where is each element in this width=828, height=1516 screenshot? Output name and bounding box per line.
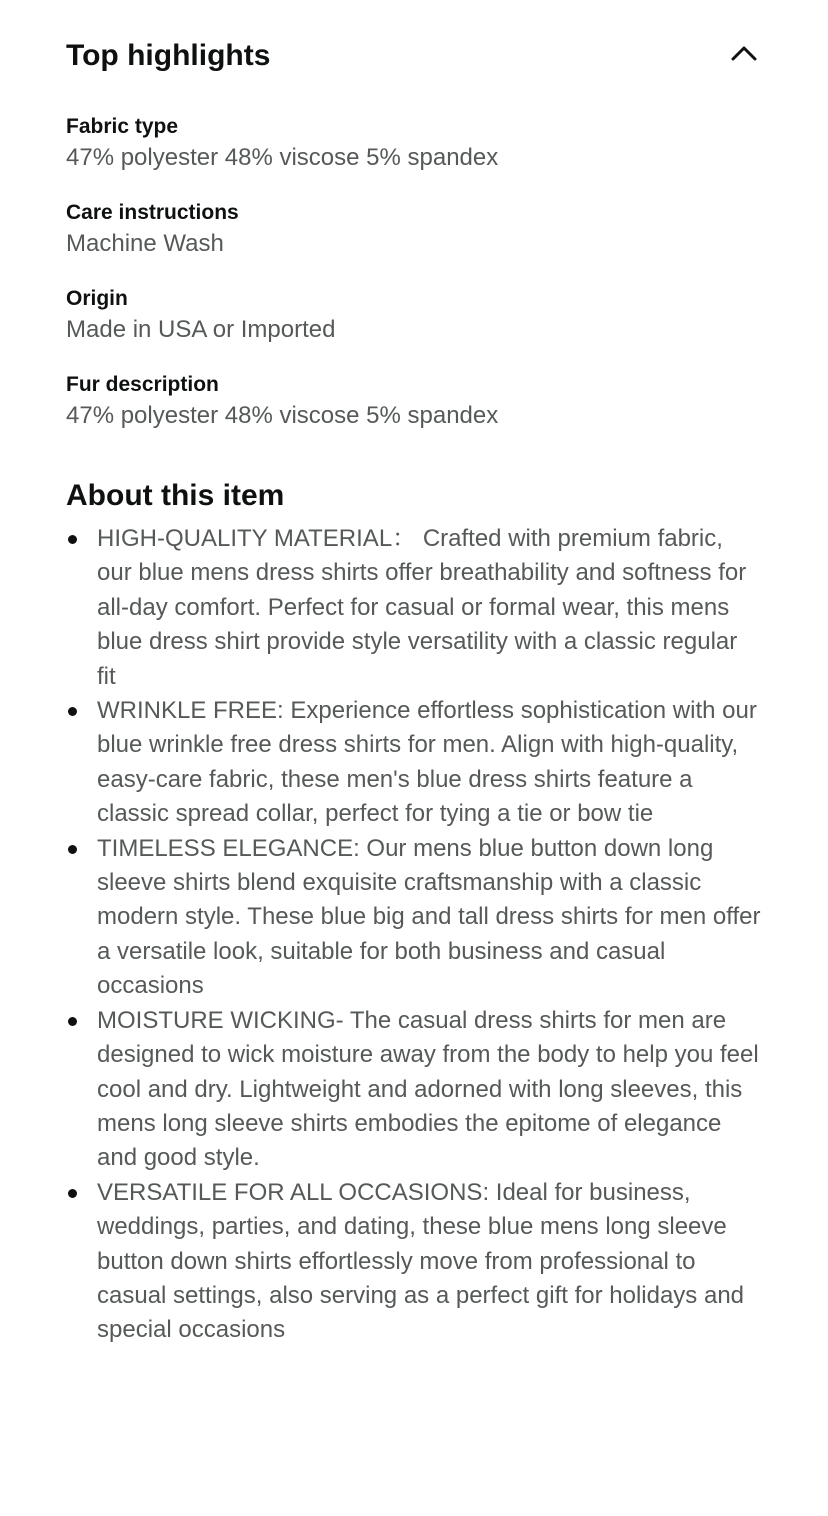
top-highlights-title: Top highlights	[66, 39, 271, 72]
attribute-origin	[66, 284, 762, 346]
bullet-dot-icon	[68, 845, 77, 854]
attribute-value: Made in USA or Imported	[66, 316, 336, 343]
bullet-dot-icon	[68, 1189, 77, 1198]
about-bullet-list	[66, 522, 762, 1348]
attribute-label: Fabric type	[66, 115, 179, 138]
list-item	[66, 1004, 762, 1176]
bullet-text: TIMELESS ELEGANCE: Our mens blue button down long sleeve shirts blend exquisite craftsmanship with a classic modern style. These blue big and tall dress shirts for men offer a versatile look, suitable for both business and casual occasions	[97, 834, 761, 1000]
attribute-value: 47% polyester 48% viscose 5% spandex	[66, 144, 499, 171]
list-item	[66, 694, 762, 832]
about-this-item-title: About this item	[66, 479, 285, 512]
attribute-label: Care instructions	[66, 201, 239, 224]
attribute-fabric-type	[66, 112, 762, 174]
attribute-value: 47% polyester 48% viscose 5% spandex	[66, 402, 499, 429]
bullet-text: VERSATILE FOR ALL OCCASIONS: Ideal for business, weddings, parties, and dating, these blue mens long sleeve button down shirts effortlessly move from professional to casual settings, also serving as a perfect gift for holidays and special occasions	[97, 1178, 745, 1344]
list-item	[66, 522, 762, 694]
attribute-label: Fur description	[66, 373, 219, 396]
bullet-text: MOISTURE WICKING- The casual dress shirts for men are designed to wick moisture away from the body to help you feel cool and dry. Lightweight and adorned with long sleeves, this mens long sleeve shirts embodies the epitome of elegance and good style.	[97, 1006, 759, 1172]
bullet-dot-icon	[68, 707, 77, 716]
bullet-dot-icon	[68, 1017, 77, 1026]
bullet-dot-icon	[68, 535, 77, 544]
list-item	[66, 1176, 762, 1348]
highlights-attribute-list	[66, 112, 762, 432]
bullet-text: HIGH-QUALITY MATERIAL： Crafted with premium fabric, our blue mens dress shirts offer breathability and softness for all-day comfort. Perfect for casual or formal wear, this mens blue dress shirt provide style versatility with a classic regular fit	[97, 525, 747, 690]
attribute-value: Machine Wash	[66, 230, 224, 257]
top-highlights-header[interactable]	[66, 0, 762, 112]
attribute-fur-description	[66, 370, 762, 432]
attribute-label: Origin	[66, 287, 128, 310]
bullet-text: WRINKLE FREE: Experience effortless sophistication with our blue wrinkle free dress shirts for men. Align with high-quality, easy-care fabric, these men's blue dress shirts feature a classic spread collar, perfect for tying a tie or bow tie	[97, 697, 757, 828]
chevron-up-icon[interactable]	[726, 38, 762, 68]
list-item	[66, 832, 762, 1004]
attribute-care-instructions	[66, 198, 762, 260]
